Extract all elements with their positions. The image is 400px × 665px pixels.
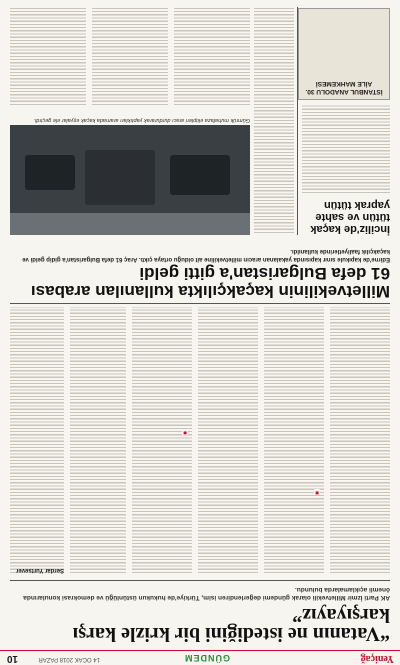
top-headline: “Vatanın ne istediğini bir krizle karşı karşıyayız”: [72, 604, 390, 645]
masthead: [0, 650, 400, 665]
text-column: [302, 105, 390, 195]
main-headline: Milletvekilinin kaçakçılıkta kullanılan arabası 61 defa Bulgaristan'a gitti geldi: [30, 264, 390, 301]
text-column: [330, 307, 390, 575]
newspaper-logo: Yeniçağ: [360, 653, 394, 664]
page-number: 10: [6, 653, 18, 664]
legal-notice-box: [298, 8, 390, 100]
legal-notice-title: İSTANBUL ANADOLU 30. AİLE MAHKEMESİ: [305, 80, 383, 95]
subhead: ■: [183, 429, 187, 435]
text-column: [10, 307, 64, 575]
text-column: [174, 7, 250, 107]
text-column: [70, 307, 126, 575]
main-photo: [10, 125, 250, 235]
text-column: [132, 307, 192, 575]
top-deck: AK Parti İzmir Milletvekili olarak gündemi değerlendiren isim, Türkiye'de hukukun üstünlüğü ve demokrasi konularında önemli açıklamalarda bulundu.: [23, 586, 390, 601]
text-column: [10, 7, 86, 107]
byline: Serdar Yurtsever: [16, 567, 64, 573]
photo-caption: Gümrük muhafaza ekipleri aracı durdurarak yaptıkları aramada kaçak eşyalar ele geçirdi.: [33, 117, 250, 123]
text-column: [254, 7, 294, 235]
text-column: [264, 307, 324, 575]
divider: [10, 303, 390, 304]
sidebar-headline: İnciliz'de kaçak tütün ve sahte yaprak tütün: [310, 199, 390, 235]
section-label: GÜNDEM: [184, 653, 230, 663]
main-deck: Edirne'de kapıkule sınır kapısında yakalanan aracın milletvekiline ait olduğu ortaya çıktı. Araç 61 defa Bulgaristan'a gidip geldi ve kaçakçılık faaliyetlerinde kullanıldı.: [22, 248, 390, 262]
divider: [10, 580, 390, 581]
text-column: [198, 307, 258, 575]
subhead: ■: [315, 489, 319, 495]
text-column: [92, 7, 168, 107]
issue-date: 14 OCAK 2018 PAZAR: [38, 656, 100, 662]
